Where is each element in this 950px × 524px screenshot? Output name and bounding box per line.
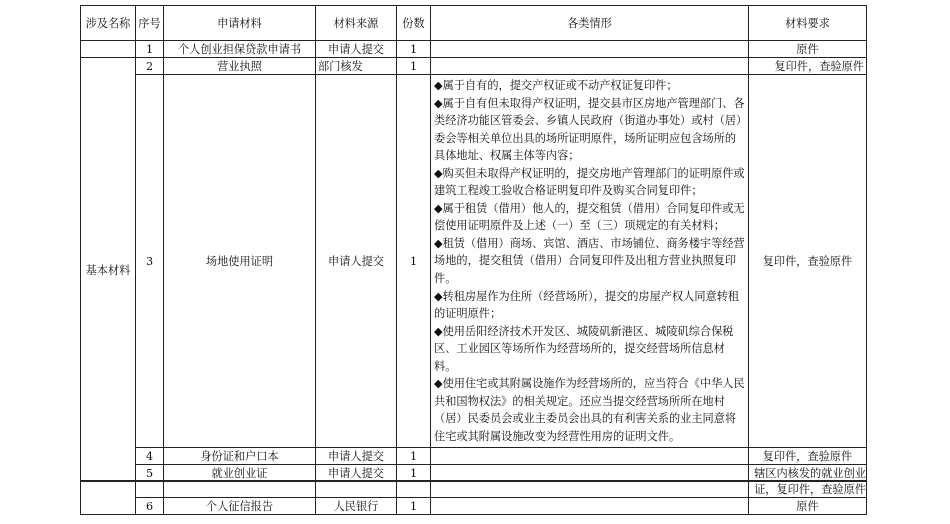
- conditions-cell: [431, 448, 749, 465]
- requirement-cell: 复印件，查验原件: [749, 75, 867, 448]
- source-cell: 部门核发: [316, 58, 397, 75]
- material-cell: 营业执照: [164, 58, 316, 75]
- material-cell: 个人创业担保贷款申请书: [164, 41, 316, 58]
- source-cell: 申请人提交: [316, 465, 397, 482]
- requirement-cell: 复印件，查验原件: [749, 58, 867, 75]
- conditions-cell: [431, 75, 749, 448]
- seq-cell: [136, 481, 164, 498]
- category-cell-continued: [81, 481, 136, 515]
- seq-cell: 2: [136, 58, 164, 75]
- header-seq: 序号: [136, 6, 164, 41]
- category-cell: 基本材料: [81, 58, 136, 482]
- copies-cell: 1: [397, 448, 431, 465]
- conditions-cell: [431, 481, 749, 498]
- condition-item: ◆属于自有的，提交产权证或不动产权证复印件；: [434, 79, 678, 92]
- source-cell: 申请人提交: [316, 448, 397, 465]
- requirement-cell: 原件: [749, 498, 867, 515]
- header-conditions: 各类情形: [431, 6, 749, 41]
- material-cell: 就业创业证: [164, 465, 316, 482]
- source-cell: 申请人提交: [316, 75, 397, 448]
- table-row: [81, 448, 867, 465]
- source-cell: 申请人提交: [316, 41, 397, 58]
- header-copies: 份数: [397, 6, 431, 41]
- requirement-cell: 证，复印件，查验原件: [749, 481, 867, 498]
- copies-cell: 1: [397, 41, 431, 58]
- material-cell: [164, 481, 316, 498]
- copies-cell: 1: [397, 465, 431, 482]
- material-cell: 场地使用证明: [164, 75, 316, 448]
- seq-cell: 6: [136, 498, 164, 515]
- requirement-cell: 复印件，查验原件: [749, 448, 867, 465]
- category-cell-top: [81, 41, 136, 58]
- conditions-cell: [431, 41, 749, 58]
- source-cell: 人民银行: [316, 498, 397, 515]
- seq-cell: 3: [136, 75, 164, 448]
- materials-table-continued: [80, 480, 867, 515]
- condition-item: ◆租赁（借用）商场、宾馆、酒店、市场铺位、商务楼宇等经营场地的，提交租赁（借用）合同复印件及出租方营业执照复印件。: [434, 236, 745, 286]
- copies-cell: 1: [397, 58, 431, 75]
- requirement-cell: 辖区内核发的就业创业: [749, 465, 867, 482]
- material-cell: 身份证和户口本: [164, 448, 316, 465]
- seq-cell: 4: [136, 448, 164, 465]
- seq-cell: 1: [136, 41, 164, 58]
- table-header-row: [81, 6, 867, 41]
- material-cell: 个人征信报告: [164, 498, 316, 515]
- copies-cell: [397, 481, 431, 498]
- copies-cell: 1: [397, 75, 431, 448]
- table-row: [81, 75, 867, 448]
- header-requirements: 材料要求: [749, 6, 867, 41]
- table-row: [81, 481, 867, 498]
- condition-item: ◆购买但未取得产权证明的，提交房地产管理部门的证明原件或建筑工程竣工验收合格证明复印件及购买合同复印件；: [434, 166, 745, 198]
- table-row: [81, 498, 867, 515]
- copies-cell: 1: [397, 498, 431, 515]
- condition-item: ◆属于自有但未取得产权证明，提交县市区房地产管理部门、各类经济功能区管委会、乡镇人民政府（街道办事处）或村（居）委会等相关单位出具的场所证明原件，场所证明应包含场所的具体地址、权属主体等内容；: [434, 96, 745, 163]
- source-cell: [316, 481, 397, 498]
- condition-item: ◆属于租赁（借用）他人的，提交租赁（借用）合同复印件或无偿使用证明原件及上述（一）至（三）项规定的有关材料；: [434, 201, 745, 233]
- header-source: 材料来源: [316, 6, 397, 41]
- conditions-cell: [431, 58, 749, 75]
- seq-cell: 5: [136, 465, 164, 482]
- conditions-cell: [431, 498, 749, 515]
- materials-table: [80, 5, 867, 482]
- condition-item: ◆使用岳阳经济技术开发区、城陵矶新港区、城陵矶综合保税区、工业园区等场所作为经营场所的，提交经营场所信息材料。: [434, 324, 734, 373]
- condition-item: ◆使用住宅或其附属设施作为经营场所的，应当符合《中华人民共和国物权法》的相关规定。还应当提交经营场所所在地村（居）民委员会或业主委员会出具的有利害关系的业主同意将住宅或其附属设施改变为经营性用房的证明文件。: [434, 377, 745, 443]
- table-row: [81, 41, 867, 58]
- table-row: [81, 58, 867, 75]
- requirement-cell: 原件: [749, 41, 867, 58]
- condition-item: ◆转租房屋作为住所（经营场所），提交的房屋产权人同意转租的证明原件；: [434, 289, 740, 321]
- header-category: 涉及名称: [81, 6, 136, 41]
- header-material: 申请材料: [164, 6, 316, 41]
